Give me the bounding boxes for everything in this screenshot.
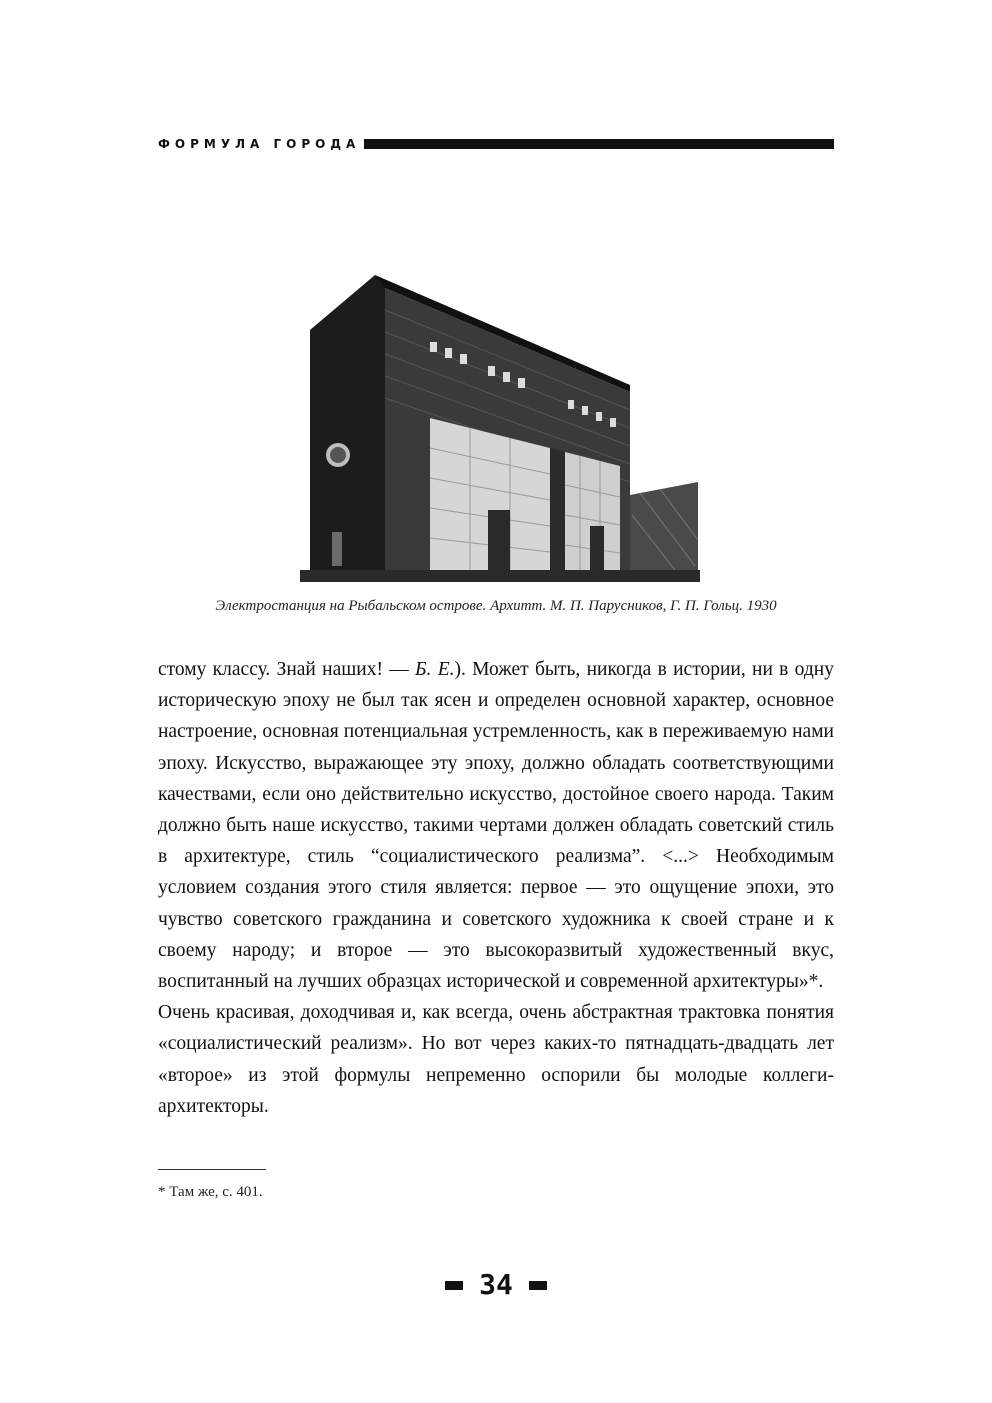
page-number <box>0 1270 992 1300</box>
footnote-rule <box>158 1169 266 1170</box>
footnote: * Там же, с. 401. <box>158 1184 263 1200</box>
building-illustration <box>300 270 700 585</box>
power-station-drawing <box>300 270 700 585</box>
page-number-left-bar <box>445 1281 463 1290</box>
header-rule <box>364 139 834 149</box>
figure-caption: Электростанция на Рыбальском острове. Архитт. М. П. Парусников, Г. П. Гольц. 1930 <box>215 598 777 614</box>
page-number-text: 34 <box>479 1268 513 1301</box>
body-text <box>158 654 834 1122</box>
running-header <box>158 136 834 152</box>
author-initials: Б. Е. <box>415 659 455 680</box>
paragraph-2: Очень красивая, доходчивая и, как всегда, очень абстрактная трактовка понятия «социалистический реализм». Но вот через каких-то пятнадцать-двадцать лет «второе» из этой формулы непременно оспорили бы молодые коллеги-архитекторы. <box>158 1002 834 1117</box>
paragraph-1: стому классу. Знай наших! — Б. Е.). Может быть, никогда в истории, ни в одну историческую эпоху не был так ясен и определен основной характер, основное настроение, основная потенциальная устремленность, как в переживаемую нами эпоху. Искусство, выражающее эту эпоху, должно обладать соответствующими качествами, если оно действительно искусство, достойное своего народа. Таким должно быть наше искусство, такими чертами должен обладать советский стиль в архитектуре, стиль “социалистического реализма”. <...> Необходимым условием создания этого стиля является: первое — это ощущение эпохи, это чувство советского гражданина и советского художника к своей стране и к своему народу; и второе — это высокоразвитый художественный вкус, воспитанный на лучших образцах исторической и современной архитектуры»*. <box>158 659 834 993</box>
page-number-right-bar <box>529 1281 547 1290</box>
header-title: ФОРМУЛА ГОРОДА <box>158 137 361 151</box>
